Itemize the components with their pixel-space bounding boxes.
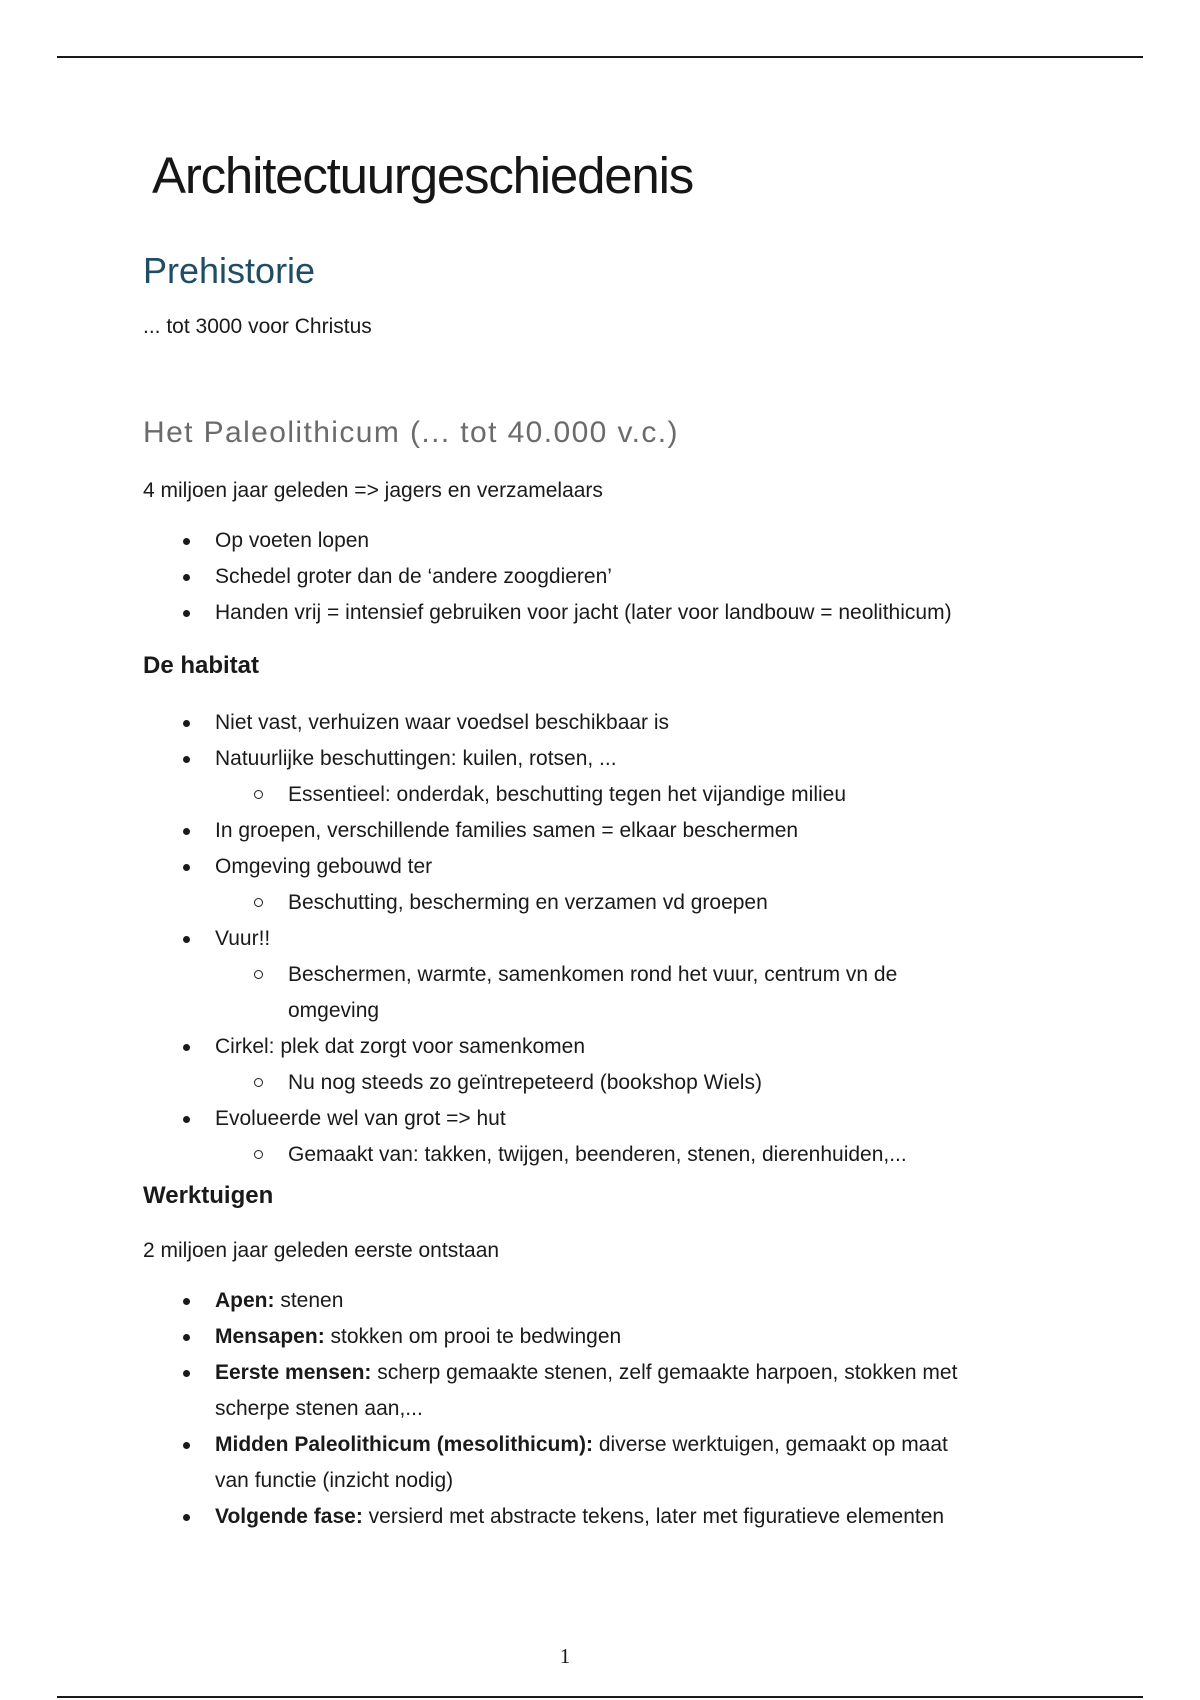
item-continuation: scherpe stenen aan,...: [215, 1397, 423, 1420]
list-item: Cirkel: plek dat zorgt voor samenkomen: [0, 1029, 907, 1065]
item-label: Apen:: [215, 1289, 275, 1312]
item-label: Volgende fase:: [215, 1505, 363, 1528]
sub-list-item: Gemaakt van: takken, twijgen, beenderen, stenen, dierenhuiden,...: [0, 1137, 907, 1173]
tools-heading: Werktuigen: [143, 1182, 274, 1209]
paleolithic-list: [0, 523, 952, 631]
sub-list-item-continuation: omgeving: [288, 999, 380, 1022]
page-number: 1: [559, 1644, 571, 1668]
list-item: Omgeving gebouwd ter: [0, 849, 907, 885]
tools-intro: 2 miljoen jaar geleden eerste ontstaan: [143, 1239, 500, 1262]
list-item: Evolueerde wel van grot => hut: [0, 1101, 907, 1137]
subsection-heading: Het Paleolithicum (... tot 40.000 v.c.): [143, 416, 679, 449]
item-text: scherp gemaakte stenen, zelf gemaakte harpoen, stokken met: [371, 1361, 958, 1384]
section-heading: Prehistorie: [143, 250, 316, 291]
document-title: Architectuurgeschiedenis: [152, 147, 694, 204]
list-item: [0, 1499, 957, 1535]
list-item: Niet vast, verhuizen waar voedsel beschikbaar is: [0, 705, 907, 741]
header-rule: [57, 56, 1143, 58]
habitat-list: [0, 705, 907, 1173]
item-text: stokken om prooi te bedwingen: [324, 1325, 622, 1348]
sub-list-item-text: Beschermen, warmte, samenkomen rond het vuur, centrum vn de: [288, 963, 898, 986]
list-item: [0, 1355, 957, 1427]
list-item: Vuur!!: [0, 921, 907, 957]
footer-rule: [57, 1696, 1143, 1698]
list-item: Natuurlijke beschuttingen: kuilen, rotsen, ...: [0, 741, 907, 777]
tools-list: [0, 1283, 957, 1535]
item-label: Mensapen:: [215, 1325, 325, 1348]
item-text: versierd met abstracte tekens, later met figuratieve elementen: [362, 1505, 945, 1528]
list-item: In groepen, verschillende families samen = elkaar beschermen: [0, 813, 907, 849]
item-label: Midden Paleolithicum (mesolithicum):: [215, 1433, 594, 1456]
list-item: Op voeten lopen: [0, 523, 952, 559]
list-item: Handen vrij = intensief gebruiken voor jacht (later voor landbouw = neolithicum): [0, 595, 952, 631]
section-subtitle: ... tot 3000 voor Christus: [143, 315, 372, 338]
subsection-intro: 4 miljoen jaar geleden => jagers en verzamelaars: [143, 479, 603, 502]
list-item: Schedel groter dan de ‘andere zoogdieren’: [0, 559, 952, 595]
list-item: [0, 1427, 957, 1499]
item-text: stenen: [274, 1289, 344, 1312]
sub-list-item: [0, 957, 907, 1029]
item-continuation: van functie (inzicht nodig): [215, 1469, 454, 1492]
item-label: Eerste mensen:: [215, 1361, 372, 1384]
list-item: [0, 1319, 957, 1355]
sub-list-item: Essentieel: onderdak, beschutting tegen het vijandige milieu: [0, 777, 907, 813]
sub-list-item: Nu nog steeds zo geïntrepeteerd (bookshop Wiels): [0, 1065, 907, 1101]
item-text: diverse werktuigen, gemaakt op maat: [593, 1433, 948, 1456]
sub-list-item: Beschutting, bescherming en verzamen vd groepen: [0, 885, 907, 921]
list-item: [0, 1283, 957, 1319]
habitat-heading: De habitat: [143, 652, 260, 679]
